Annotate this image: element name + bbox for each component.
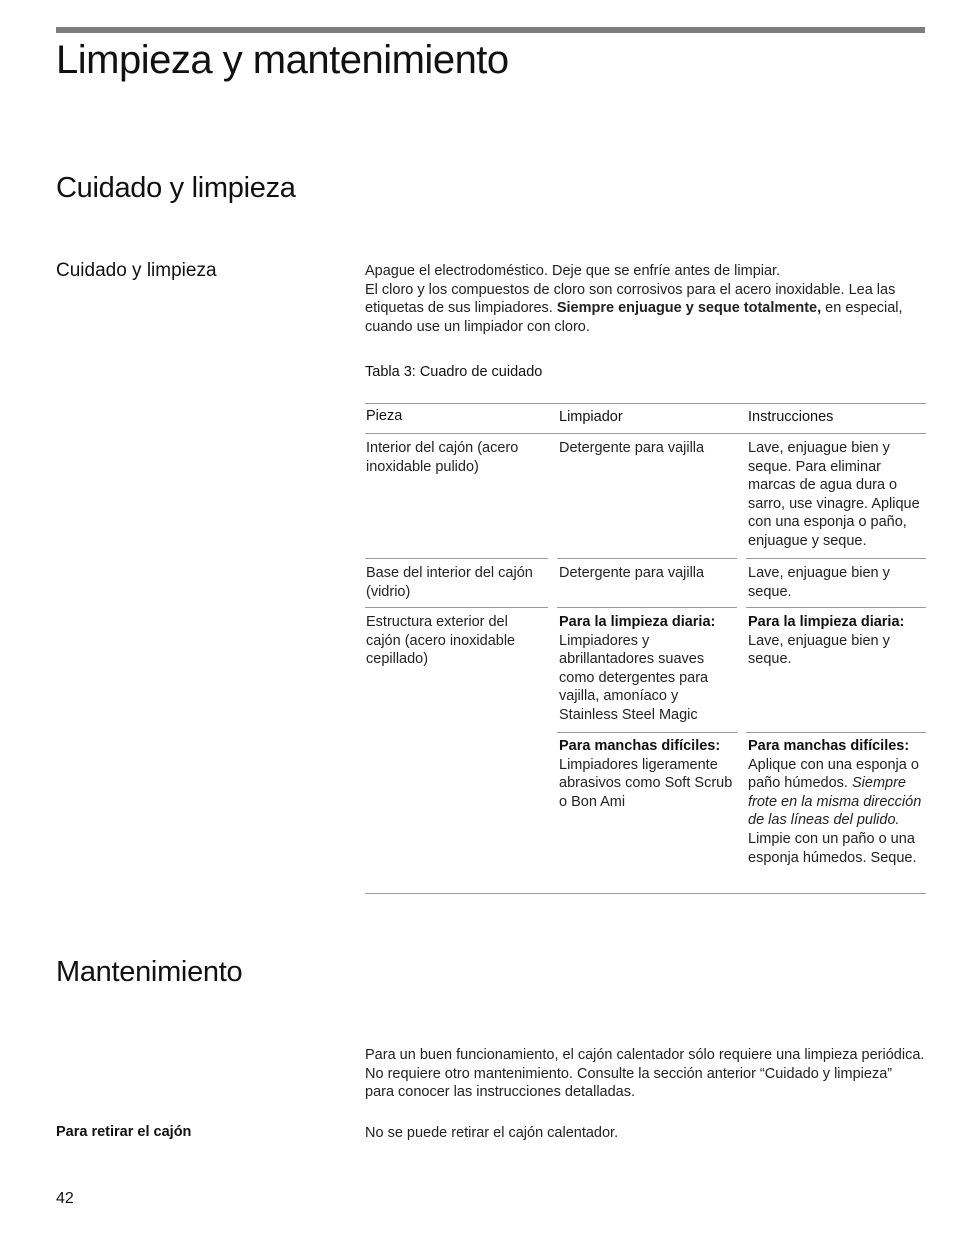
page-number: 42 bbox=[56, 1190, 74, 1207]
row2-rule-c bbox=[746, 607, 926, 608]
header-rule bbox=[56, 27, 925, 33]
row3-rule-c bbox=[746, 732, 926, 733]
row3-rule-b bbox=[557, 732, 737, 733]
section-title-care: Cuidado y limpieza bbox=[56, 172, 296, 204]
row3-daily-label: Para la limpieza diaria: bbox=[559, 614, 716, 630]
table-top-rule bbox=[365, 403, 926, 404]
remove-drawer-text: No se puede retirar el cajón calentador. bbox=[365, 1125, 619, 1141]
row3-stain-instructions bbox=[748, 737, 926, 867]
row3-stain-instr-b: Limpie con un paño o una esponja húmedos. Seque. bbox=[748, 830, 917, 866]
row3-part: Estructura exterior del cajón (acero inoxidable cepillado) bbox=[366, 614, 516, 668]
row1-instructions: Lave, enjuague bien y seque. Para eliminar marcas de agua dura o sarro, use vinagre. Aplique con una esponja o paño, enjuague y seque. bbox=[748, 440, 920, 549]
remove-drawer-label: Para retirar el cajón bbox=[56, 1124, 192, 1140]
row2-part: Base del interior del cajón (vidrio) bbox=[366, 565, 533, 600]
header-rule bbox=[365, 433, 926, 434]
table-caption: Tabla 3: Cuadro de cuidado bbox=[365, 364, 543, 380]
row3-daily-instructions bbox=[748, 613, 926, 669]
header-instrucciones: Instrucciones bbox=[748, 409, 834, 425]
care-intro bbox=[365, 262, 925, 336]
row3-daily-instr-label: Para la limpieza diaria: bbox=[748, 614, 905, 630]
table-bottom-rule bbox=[365, 893, 926, 894]
row2-rule-b bbox=[557, 607, 737, 608]
row3-stain-instr-label: Para manchas difíciles: bbox=[748, 738, 910, 754]
section-title-maintenance: Mantenimiento bbox=[56, 956, 243, 988]
intro-line-2a: El cloro y los compuestos de cloro son corrosivos para el acero inoxidable. Lea las etiquetas de sus limpiadores. bbox=[365, 281, 896, 317]
header-pieza: Pieza bbox=[366, 408, 403, 424]
intro-line-2-bold: Siempre enjuague y seque totalmente, bbox=[556, 300, 822, 317]
row1-part: Interior del cajón (acero inoxidable pulido) bbox=[366, 440, 519, 475]
header-limpiador: Limpiador bbox=[559, 409, 623, 425]
row2-instructions: Lave, enjuague bien y seque. bbox=[748, 565, 890, 600]
intro-line-2b: en especial, cuando use un limpiador con cloro. bbox=[365, 300, 903, 335]
maintenance-paragraph: Para un buen funcionamiento, el cajón calentador sólo requiere una limpieza periódica. No requiere otro mantenimiento. Consulte la sección anterior “Cuidado y limpieza” para conocer las instrucciones detalladas. bbox=[365, 1047, 925, 1101]
row3-stain-label: Para manchas difíciles: bbox=[559, 738, 721, 754]
row2-rule-a bbox=[365, 607, 548, 608]
row3-daily-cleaner bbox=[559, 613, 735, 725]
row3-daily-instr-text: Lave, enjuague bien y seque. bbox=[748, 632, 890, 668]
row1-rule-b bbox=[557, 558, 737, 559]
row3-stain-instr-italic: Siempre frote en la misma dirección de las líneas del pulido. bbox=[748, 775, 922, 829]
row3-stain-cleaner bbox=[559, 737, 749, 811]
row1-cleaner: Detergente para vajilla bbox=[559, 440, 705, 456]
row3-stain-cleaner-text: Limpiadores ligeramente abrasivos como Soft Scrub o Bon Ami bbox=[559, 756, 749, 810]
row3-stain-instr-a: Aplique con una esponja o paño húmedos. bbox=[748, 756, 919, 792]
intro-line-1: Apague el electrodoméstico. Deje que se enfríe antes de limpiar. bbox=[365, 263, 781, 279]
row2-cleaner: Detergente para vajilla bbox=[559, 565, 705, 581]
page-title: Limpieza y mantenimiento bbox=[56, 38, 509, 82]
row3-daily-cleaner-text: Limpiadores y abrillantadores suaves como detergentes para vajilla, amoníaco y Stainless Steel Magic bbox=[559, 632, 709, 723]
subsection-title-care: Cuidado y limpieza bbox=[56, 260, 217, 281]
row1-rule-a bbox=[365, 558, 548, 559]
row1-rule-c bbox=[746, 558, 926, 559]
